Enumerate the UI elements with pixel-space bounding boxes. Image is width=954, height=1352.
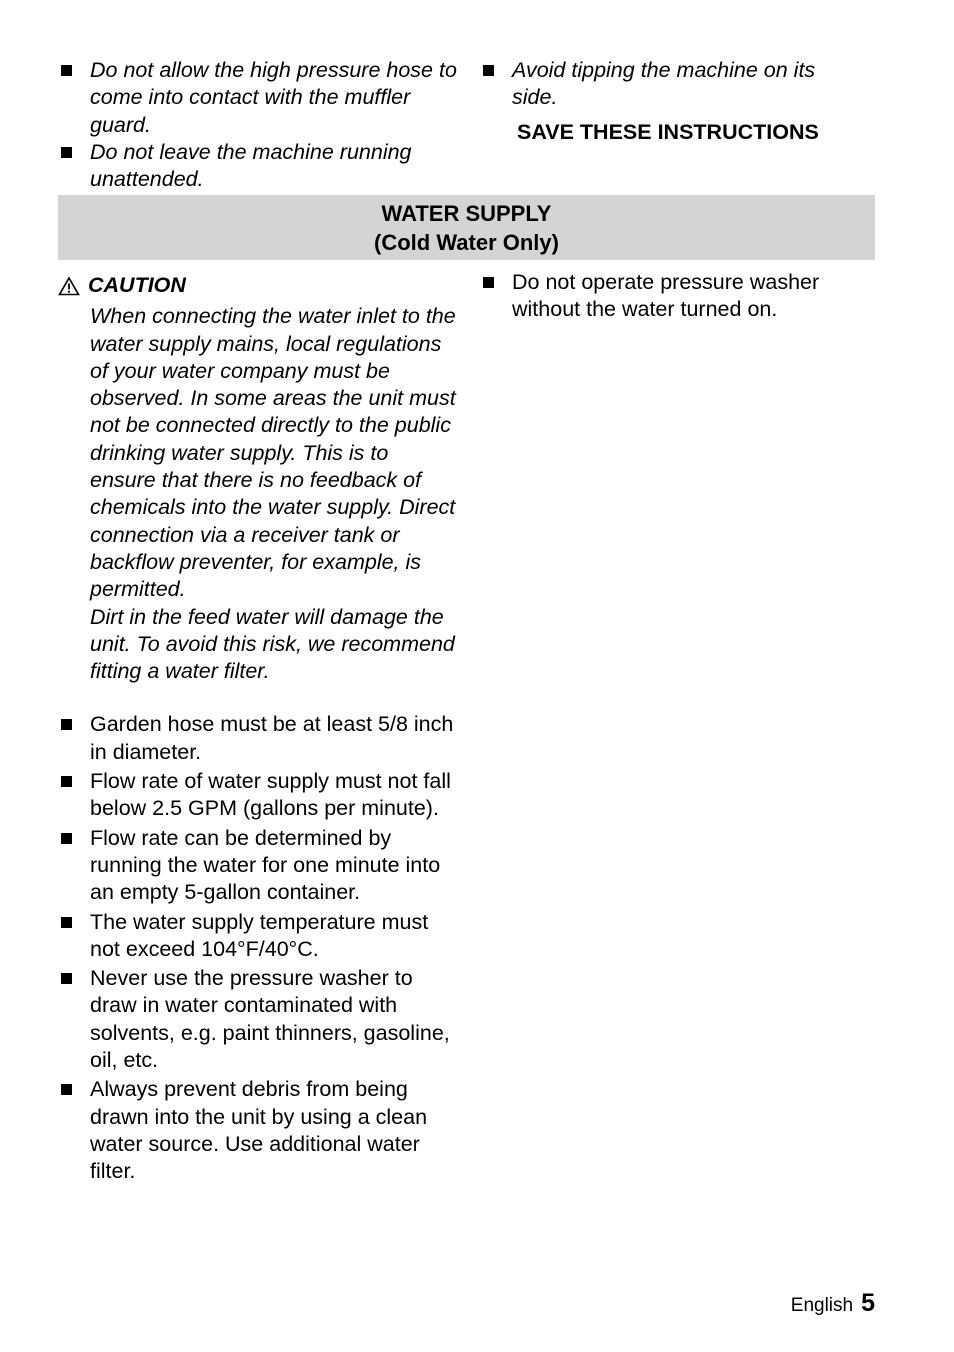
footer-language: English [790, 1295, 854, 1316]
square-bullet-icon [61, 65, 72, 76]
section-banner [58, 195, 875, 260]
list-item: Flow rate can be determined by running the water for one minute into an empty 5-gallon container. [58, 825, 458, 907]
square-bullet-icon [483, 277, 494, 288]
caution-body [58, 303, 458, 685]
list-item: Avoid tipping the machine on its side. [480, 57, 860, 112]
square-bullet-icon [61, 147, 72, 158]
square-bullet-icon [61, 719, 72, 730]
top-left-column [58, 57, 458, 193]
water-supply-bullet-list [58, 711, 458, 1185]
list-item: Do not operate pressure washer without the water turned on. [480, 269, 860, 324]
list-item: Garden hose must be at least 5/8 inch in diameter. [58, 711, 458, 766]
caution-title: CAUTION [88, 273, 186, 297]
banner-subtitle: (Cold Water Only) [374, 230, 559, 255]
top-right-bullet-list [480, 57, 860, 112]
caution-paragraph-1: When connecting the water inlet to the water supply mains, local regulations of your water company must be observed. In some areas the unit must not be connected directly to the public drinking water supply. This is to ensure that there is no feedback of chemicals into the water supply. Direct connection via a receiver tank or backflow preventer, for example, is permitted. [90, 304, 456, 602]
right-column [480, 269, 860, 324]
page-footer [791, 1290, 875, 1319]
list-item: Flow rate of water supply must not fall below 2.5 GPM (gallons per minute). [58, 768, 458, 823]
square-bullet-icon [61, 833, 72, 844]
warning-triangle-icon [58, 276, 80, 296]
right-bullet-list [480, 269, 860, 324]
save-instructions-heading: SAVE THESE INSTRUCTIONS [517, 119, 819, 144]
caution-heading [58, 272, 458, 299]
list-item: The water supply temperature must not exceed 104°F/40°C. [58, 909, 458, 964]
left-column [58, 272, 458, 1186]
square-bullet-icon [61, 1084, 72, 1095]
square-bullet-icon [61, 973, 72, 984]
list-item: Do not allow the high pressure hose to come into contact with the muffler guard. [58, 57, 458, 139]
list-item: Always prevent debris from being drawn into the unit by using a clean water source. Use additional water filter. [58, 1076, 458, 1185]
list-item: Do not leave the machine running unattended. [58, 139, 458, 194]
banner-title: WATER SUPPLY [381, 201, 552, 226]
top-left-bullet-list [58, 57, 458, 193]
top-right-column [480, 57, 860, 146]
page-number: 5 [861, 1289, 875, 1317]
list-item: Never use the pressure washer to draw in water contaminated with solvents, e.g. paint thinners, gasoline, oil, etc. [58, 965, 458, 1074]
square-bullet-icon [483, 65, 494, 76]
caution-paragraph-2: Dirt in the feed water will damage the unit. To avoid this risk, we recommend fitting a water filter. [90, 604, 455, 684]
square-bullet-icon [61, 776, 72, 787]
square-bullet-icon [61, 917, 72, 928]
